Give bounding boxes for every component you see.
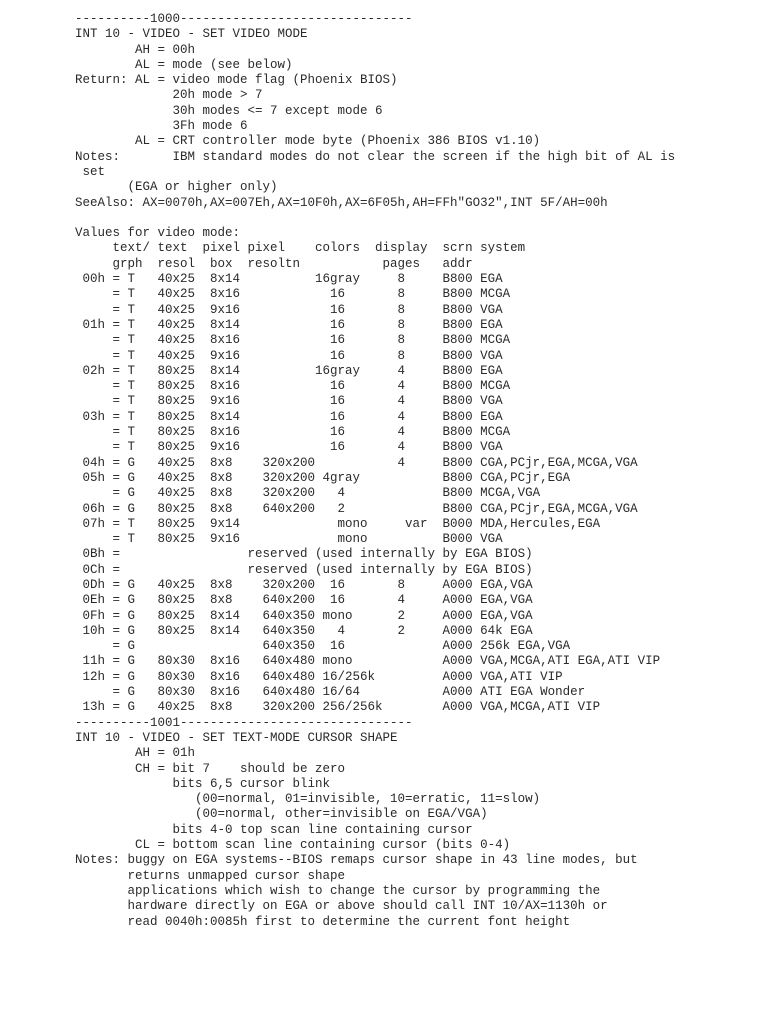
- document-line: read 0040h:0085h first to determine the current font height: [75, 914, 571, 929]
- document-line: 02h = T 80x25 8x14 16gray 4 B800 EGA: [75, 363, 503, 378]
- document-line: hardware directly on EGA or above should call INT 10/AX=1130h or: [75, 899, 608, 914]
- document-line: Values for video mode:: [75, 226, 241, 241]
- document-line: = T 40x25 9x16 16 8 B800 VGA: [75, 348, 503, 363]
- document-line: 0Fh = G 80x25 8x14 640x350 mono 2 A000 EGA,VGA: [75, 608, 533, 623]
- document-line: SeeAlso: AX=0070h,AX=007Eh,AX=10F0h,AX=6F05h,AH=FFh"GO32",INT 5F/AH=00h: [75, 195, 608, 210]
- document-line: 04h = G 40x25 8x8 320x200 4 B800 CGA,PCjr,EGA,MCGA,VGA: [75, 455, 638, 470]
- document-text: [75, 12, 755, 930]
- document-line: 06h = G 80x25 8x8 640x200 2 B800 CGA,PCjr,EGA,MCGA,VGA: [75, 501, 638, 516]
- document-line: bits 4-0 top scan line containing cursor: [75, 822, 473, 837]
- document-line: (EGA or higher only): [75, 180, 278, 195]
- document-line: set: [75, 164, 106, 179]
- document-line: Notes: IBM standard modes do not clear the screen if the high bit of AL is: [75, 149, 676, 164]
- document-line: = G 40x25 8x8 320x200 4 B800 MCGA,VGA: [75, 486, 541, 501]
- document-line: 10h = G 80x25 8x14 640x350 4 2 A000 64k EGA: [75, 623, 533, 638]
- document-line: grph resol box resoltn pages addr: [75, 256, 473, 271]
- document-line: 20h mode > 7: [75, 88, 263, 103]
- document-line: = T 80x25 8x16 16 4 B800 MCGA: [75, 425, 511, 440]
- document-line: = T 40x25 9x16 16 8 B800 VGA: [75, 302, 503, 317]
- document-line: AL = CRT controller mode byte (Phoenix 386 BIOS v1.10): [75, 134, 541, 149]
- document-line: = G 640x350 16 A000 256k EGA,VGA: [75, 639, 571, 654]
- document-line: AH = 00h: [75, 42, 196, 57]
- document-line: [75, 211, 755, 226]
- document-line: = T 80x25 8x16 16 4 B800 MCGA: [75, 379, 511, 394]
- document-line: applications which wish to change the cursor by programming the: [75, 883, 601, 898]
- document-line: text/ text pixel pixel colors display scrn system: [75, 241, 526, 256]
- document-line: 13h = G 40x25 8x8 320x200 256/256k A000 VGA,MCGA,ATI VIP: [75, 700, 601, 715]
- document-line: 12h = G 80x30 8x16 640x480 16/256k A000 VGA,ATI VIP: [75, 669, 563, 684]
- document-line: ----------1001-------------------------------: [75, 715, 413, 730]
- document-line: ----------1000-------------------------------: [75, 12, 413, 26]
- document-line: = T 80x25 9x16 16 4 B800 VGA: [75, 394, 503, 409]
- document-line: Return: AL = video mode flag (Phoenix BIOS): [75, 73, 398, 88]
- document-line: INT 10 - VIDEO - SET TEXT-MODE CURSOR SHAPE: [75, 730, 398, 745]
- document-line: 0Bh = reserved (used internally by EGA BIOS): [75, 547, 533, 562]
- document-line: = T 80x25 9x16 mono B000 VGA: [75, 532, 503, 547]
- document-line: CL = bottom scan line containing cursor (bits 0-4): [75, 838, 511, 853]
- document-line: INT 10 - VIDEO - SET VIDEO MODE: [75, 27, 308, 42]
- document-line: 0Eh = G 80x25 8x8 640x200 16 4 A000 EGA,VGA: [75, 593, 533, 608]
- document-line: = T 40x25 8x16 16 8 B800 MCGA: [75, 287, 511, 302]
- document-line: (00=normal, other=invisible on EGA/VGA): [75, 807, 488, 822]
- document-line: returns unmapped cursor shape: [75, 868, 346, 883]
- document-line: 00h = T 40x25 8x14 16gray 8 B800 EGA: [75, 272, 503, 287]
- document-line: AL = mode (see below): [75, 57, 293, 72]
- document-line: 30h modes <= 7 except mode 6: [75, 103, 383, 118]
- document-line: = T 40x25 8x16 16 8 B800 MCGA: [75, 333, 511, 348]
- document-line: AH = 01h: [75, 746, 196, 761]
- document-line: bits 6,5 cursor blink: [75, 776, 331, 791]
- document-line: = T 80x25 9x16 16 4 B800 VGA: [75, 440, 503, 455]
- document-line: 03h = T 80x25 8x14 16 4 B800 EGA: [75, 409, 503, 424]
- document-line: 05h = G 40x25 8x8 320x200 4gray B800 CGA,PCjr,EGA: [75, 470, 571, 485]
- document-line: 0Dh = G 40x25 8x8 320x200 16 8 A000 EGA,VGA: [75, 577, 533, 592]
- document-line: 0Ch = reserved (used internally by EGA BIOS): [75, 562, 533, 577]
- document-line: 07h = T 80x25 9x14 mono var B000 MDA,Hercules,EGA: [75, 516, 601, 531]
- document-line: CH = bit 7 should be zero: [75, 761, 346, 776]
- document-line: 01h = T 40x25 8x14 16 8 B800 EGA: [75, 317, 503, 332]
- document-line: = G 80x30 8x16 640x480 16/64 A000 ATI EGA Wonder: [75, 685, 586, 700]
- document-line: (00=normal, 01=invisible, 10=erratic, 11=slow): [75, 792, 541, 807]
- document-line: 3Fh mode 6: [75, 119, 248, 134]
- document-line: 11h = G 80x30 8x16 640x480 mono A000 VGA,MCGA,ATI EGA,ATI VIP: [75, 654, 661, 669]
- document-line: Notes: buggy on EGA systems--BIOS remaps cursor shape in 43 line modes, but: [75, 853, 638, 868]
